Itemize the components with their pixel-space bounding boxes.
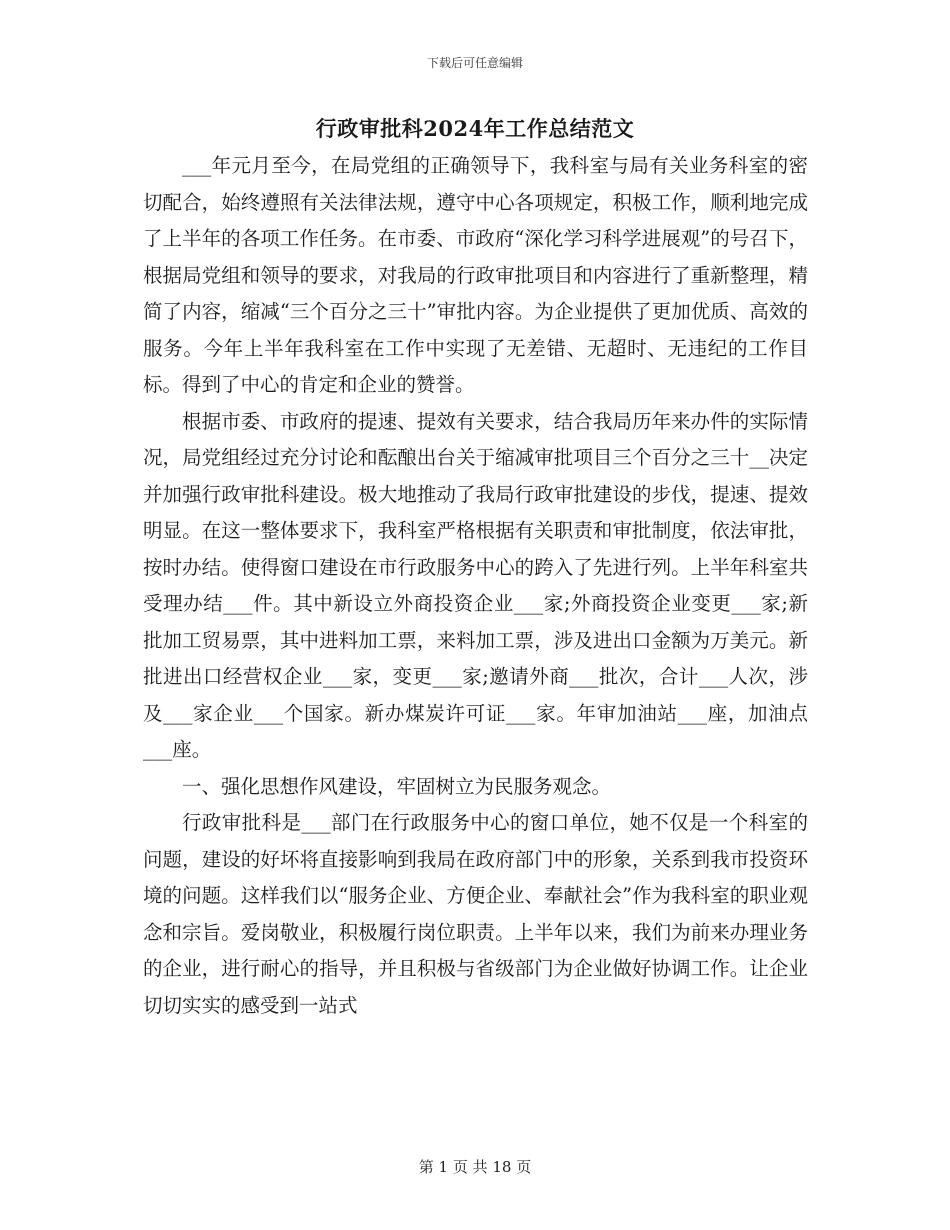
- document-title: 行政审批科2024年工作总结范文: [315, 116, 635, 141]
- paragraph: 根据市委、市政府的提速、提效有关要求，结合我局历年来办件的实际情况，局党组经过充分讨论和酝酿出台关于缩减审批项目三个百分之三十__决定并加强行政审批科建设。极大地推动了我局行政审批建设的步伐，提速、提效明显。在这一整体要求下，我科室严格根据有关职责和审批制度，依法审批，按时办结。使得窗口建设在市行政服务中心的跨入了先进行列。上半年科室共受理办结___件。其中新设立外商投资企业___家;外商投资企业变更___家;新批加工贸易票，其中进料加工票，来料加工票，涉及进出口金额为万美元。新批进出口经营权企业___家，变更___家;邀请外商___批次，合计___人次，涉及___家企业___个国家。新办煤炭许可证___家。年审加油站___座，加油点___座。: [143, 409, 808, 761]
- paragraph: 行政审批科是___部门在行政服务中心的窗口单位，她不仅是一个科室的问题，建设的好坏将直接影响到我局在政府部门中的形象，关系到我市投资环境的问题。这样我们以“服务企业、方便企业、奉献社会”作为我科室的职业观念和宗旨。爱岗敬业，积极履行岗位职责。上半年以来，我们为前来办理业务的企业，进行耐心的指导，并且积极与省级部门为企业做好协调工作。让企业切切实实的感受到一站式: [143, 811, 808, 1017]
- document-body: [143, 148, 808, 1024]
- page-number: 第 1 页 共 18 页: [418, 1158, 532, 1176]
- paragraph: ___年元月至今，在局党组的正确领导下，我科室与局有关业务科室的密切配合，始终遵照有关法律法规，遵守中心各项规定，积极工作，顺利地完成了上半年的各项工作任务。在市委、市政府“深化学习科学进展观”的号召下，根据局党组和领导的要求，对我局的行政审批项目和内容进行了重新整理，精简了内容，缩减“三个百分之三十”审批内容。为企业提供了更加优质、高效的服务。今年上半年我科室在工作中实现了无差错、无超时、无违纪的工作目标。得到了中心的肯定和企业的赞誉。: [143, 154, 808, 396]
- section-heading: 一、强化思想作风建设，牢固树立为民服务观念。: [182, 774, 612, 798]
- header-note: 下载后可任意编辑: [426, 56, 523, 70]
